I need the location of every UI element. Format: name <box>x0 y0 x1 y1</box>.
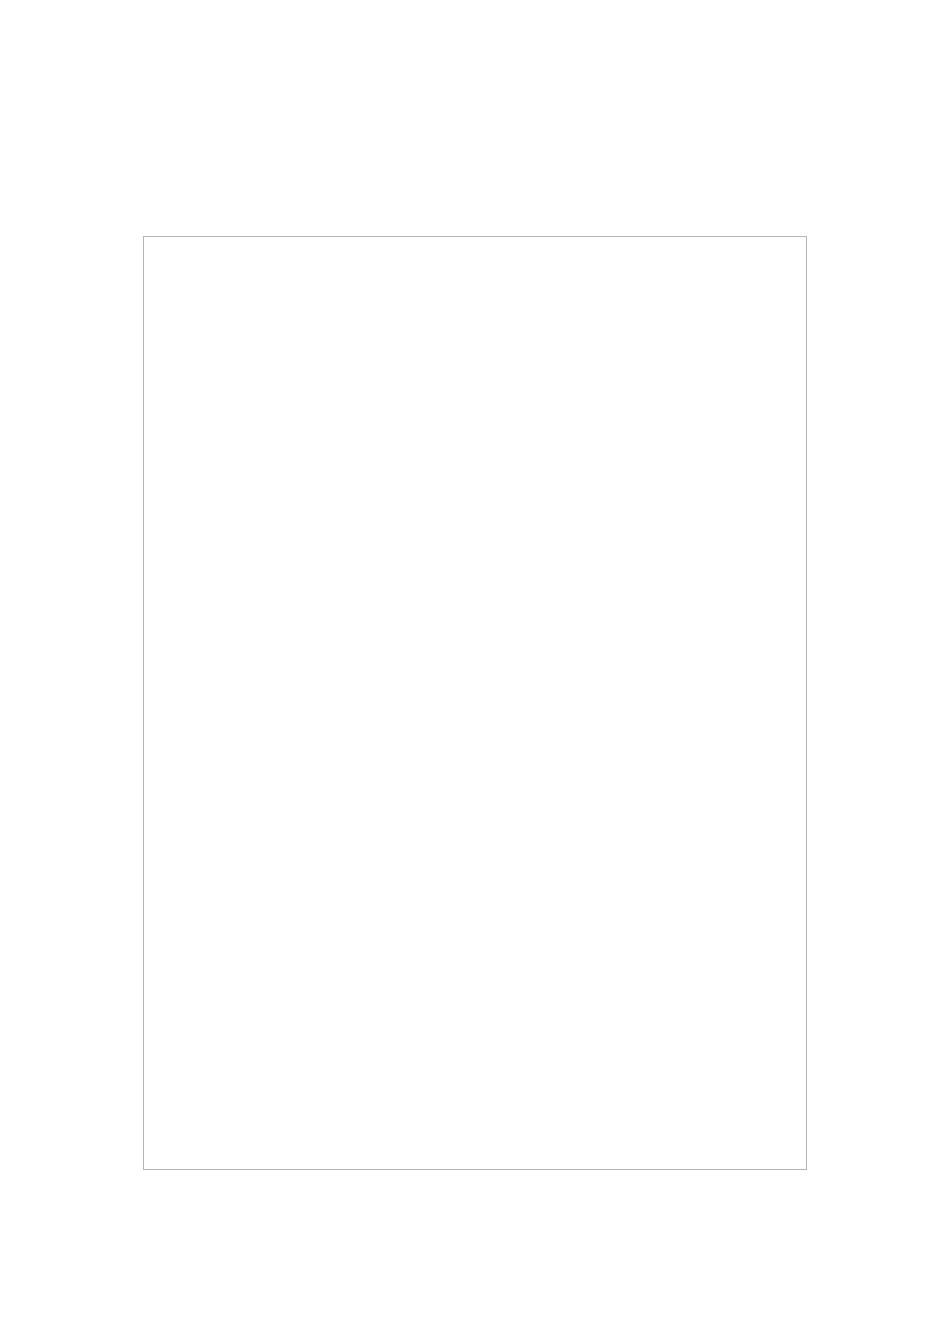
scan-frame <box>143 236 807 1170</box>
